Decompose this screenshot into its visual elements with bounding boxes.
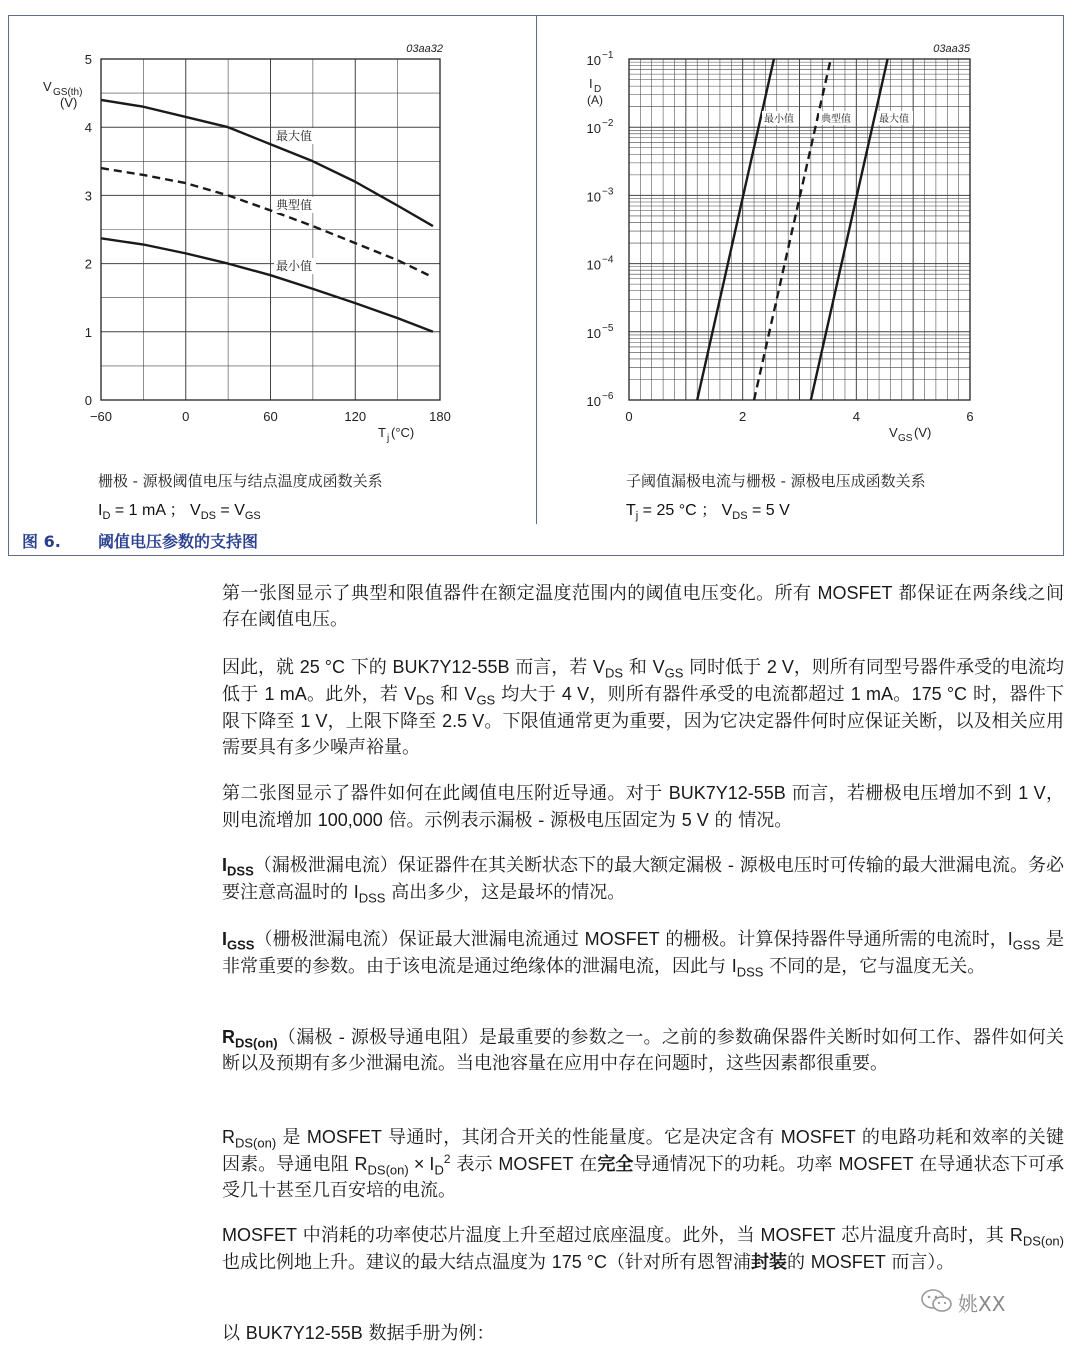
left-x-tick-label: 60 [263,409,278,424]
right-y-tick-exponent: −3 [602,186,614,198]
left-x-tick-label: 120 [344,409,367,424]
right-chart-conditions: $T_j = 25$ °C ； $V_{DS} = 5$ V [626,502,790,523]
left-chart-caption: 栅极 - 源极阈值电压与结点温度成函数关系 [98,472,383,490]
left-series-line-2 [101,238,433,331]
watermark-text: 姚XX [958,1292,1006,1316]
paragraph-4: $I_{DSS}$（漏极泄漏电流）保证器件在其关断状态下的最大额定漏极 - 源极电压时可传输的最大泄漏电流。务必要注意高温时的 $I_{DSS}$ 高出多少，这是最坏的情况。 [222,855,1064,906]
figure-title: 阈值电压参数的支持图 [98,532,259,551]
paragraph-2: 因此，就 25 °C 下的 BUK7Y12-55B 而言，若 $V_{DS}$ 和 $V_{GS}$ 同时低于 2 V，则所有同型号器件承受的电流均低于 1 mA。此外，若 $V_{DS}$ 和 $V_{GS}$ 均大于 4 V，则所有器件承受的电流都超过 1 mA。175 °C 时，器件下限下降至 1 V，上限下降至 2.5 V。下限值通常更为重要，因为它决定器件何时应保证关断，以及相关应用需要具有多少噪声裕量。 [222,657,1064,758]
right-annotation-label: 典型值 [821,114,851,125]
left-y-tick-label: 4 [84,120,92,136]
left-x-axis-label-sub: j [387,433,390,444]
right-y-tick-base: 10 [586,394,601,409]
right-chart-code: 03aa35 [933,43,970,55]
paragraph-7: $R_{DS(on)}$ 是 MOSFET 导通时，其闭合开关的性能量度。它是决定含有 MOSFET 的电路功耗和效率的关键因素。导通电阻 $R_{DS(on)} \times I_D^2$ 表示 MOSFET 在完全导通情况下的功耗。功率 MOSFET 在导通状态下可承受几十甚至几百安培的电流。 [222,1127,1064,1201]
right-y-tick-base: 10 [586,53,601,68]
right-y-tick-base: 10 [586,325,601,341]
left-x-axis-label: T [378,425,386,440]
right-chart-caption: 子阈值漏极电流与栅极 - 源极电压成函数关系 [626,472,926,490]
right-y-axis-label-sub: D [594,84,602,95]
right-y-tick-exponent: −4 [602,254,614,266]
left-y-axis-label-sub: GS(th) [53,87,83,98]
right-y-axis-label: I [589,76,593,91]
right-x-tick-label: 6 [966,409,974,424]
paragraph-3: 第二张图显示了器件如何在此阈值电压附近导通。对于 BUK7Y12-55B 而言，若栅极电压增加不到 1 V，则电流增加 100,000 倍。示例表示漏极 - 源极电压固定为 5 V 的 情况。 [222,783,1064,831]
left-x-tick-label: 180 [429,409,451,424]
right-y-tick-exponent: −1 [602,50,614,61]
left-y-tick-label: 2 [84,256,92,272]
right-y-tick-exponent: −5 [602,322,614,334]
left-x-tick-label: −60 [89,409,113,424]
left-chart-conditions: $I_D = 1$ mA ； $V_{DS} = V_{GS}$ [98,502,261,523]
right-y-tick-base: 10 [586,189,601,205]
paragraph-5: $I_{GSS}$（栅极泄漏电流）保证最大泄漏电流通过 MOSFET 的栅极。计算保持器件导通所需的电流时，$I_{GSS}$ 是非常重要的参数。由于该电流是通过绝缘体的泄漏电流，因此与 $I_{DSS}$ 不同的是，它与温度无关。 [222,929,1064,980]
figure-label: 图 6. [22,532,61,551]
left-y-axis-unit: (V) [60,95,78,110]
paragraph-1: 第一张图显示了典型和限值器件在额定温度范围内的阈值电压变化。所有 MOSFET 都保证在两条线之间存在阈值电压。 [222,583,1064,630]
right-y-axis-unit: (A) [587,93,603,107]
left-annotation-label: 最大值 [276,129,313,143]
paragraph-8: MOSFET 中消耗的功率使芯片温度上升至超过底座温度。此外，当 MOSFET 芯片温度升高时，其 $R_{DS(on)}$ 也成比例地上升。建议的最大结点温度为 175 °C（针对所有恩智浦封装的 MOSFET 而言）。 [222,1225,1064,1273]
right-x-axis-label-sub: GS [898,433,913,444]
right-x-axis-label: V [889,425,898,440]
left-y-axis-label: V [43,79,52,94]
left-y-tick-label: 3 [84,188,92,204]
paragraph-9: 以 BUK7Y12-55B 数据手册为例： [222,1323,495,1344]
right-annotation-label: 最小值 [764,114,794,125]
right-x-axis-unit: (V) [914,425,932,440]
right-annotation-label: 最大值 [879,114,909,125]
left-y-tick-label: 5 [84,52,92,67]
right-y-tick-base: 10 [586,257,601,273]
right-y-tick-base: 10 [586,121,601,137]
left-series-line-0 [101,100,433,226]
right-y-tick-exponent: −6 [602,391,614,402]
left-y-tick-label: 0 [84,393,92,408]
right-x-tick-label: 2 [739,409,747,424]
left-x-tick-label: 0 [182,409,190,424]
right-y-tick-exponent: −2 [602,118,614,130]
left-y-tick-label: 1 [84,324,92,340]
right-x-tick-label: 0 [625,409,633,424]
wechat-icon [920,1288,954,1314]
left-chart-code: 03aa32 [406,43,443,55]
left-x-axis-unit: (°C) [391,425,415,440]
right-x-tick-label: 4 [852,409,860,424]
left-series-line-1 [101,168,433,277]
left-annotation-label: 最小值 [276,259,313,273]
left-annotation-label: 典型值 [276,198,313,212]
paragraph-6: $R_{DS(on)}$（漏极 - 源极导通电阻）是最重要的参数之一。之前的参数确保器件关断时如何工作、器件如何关断以及预期有多少泄漏电流。当电池容量在应用中存在问题时，这些因素都很重要。 [222,1027,1064,1074]
